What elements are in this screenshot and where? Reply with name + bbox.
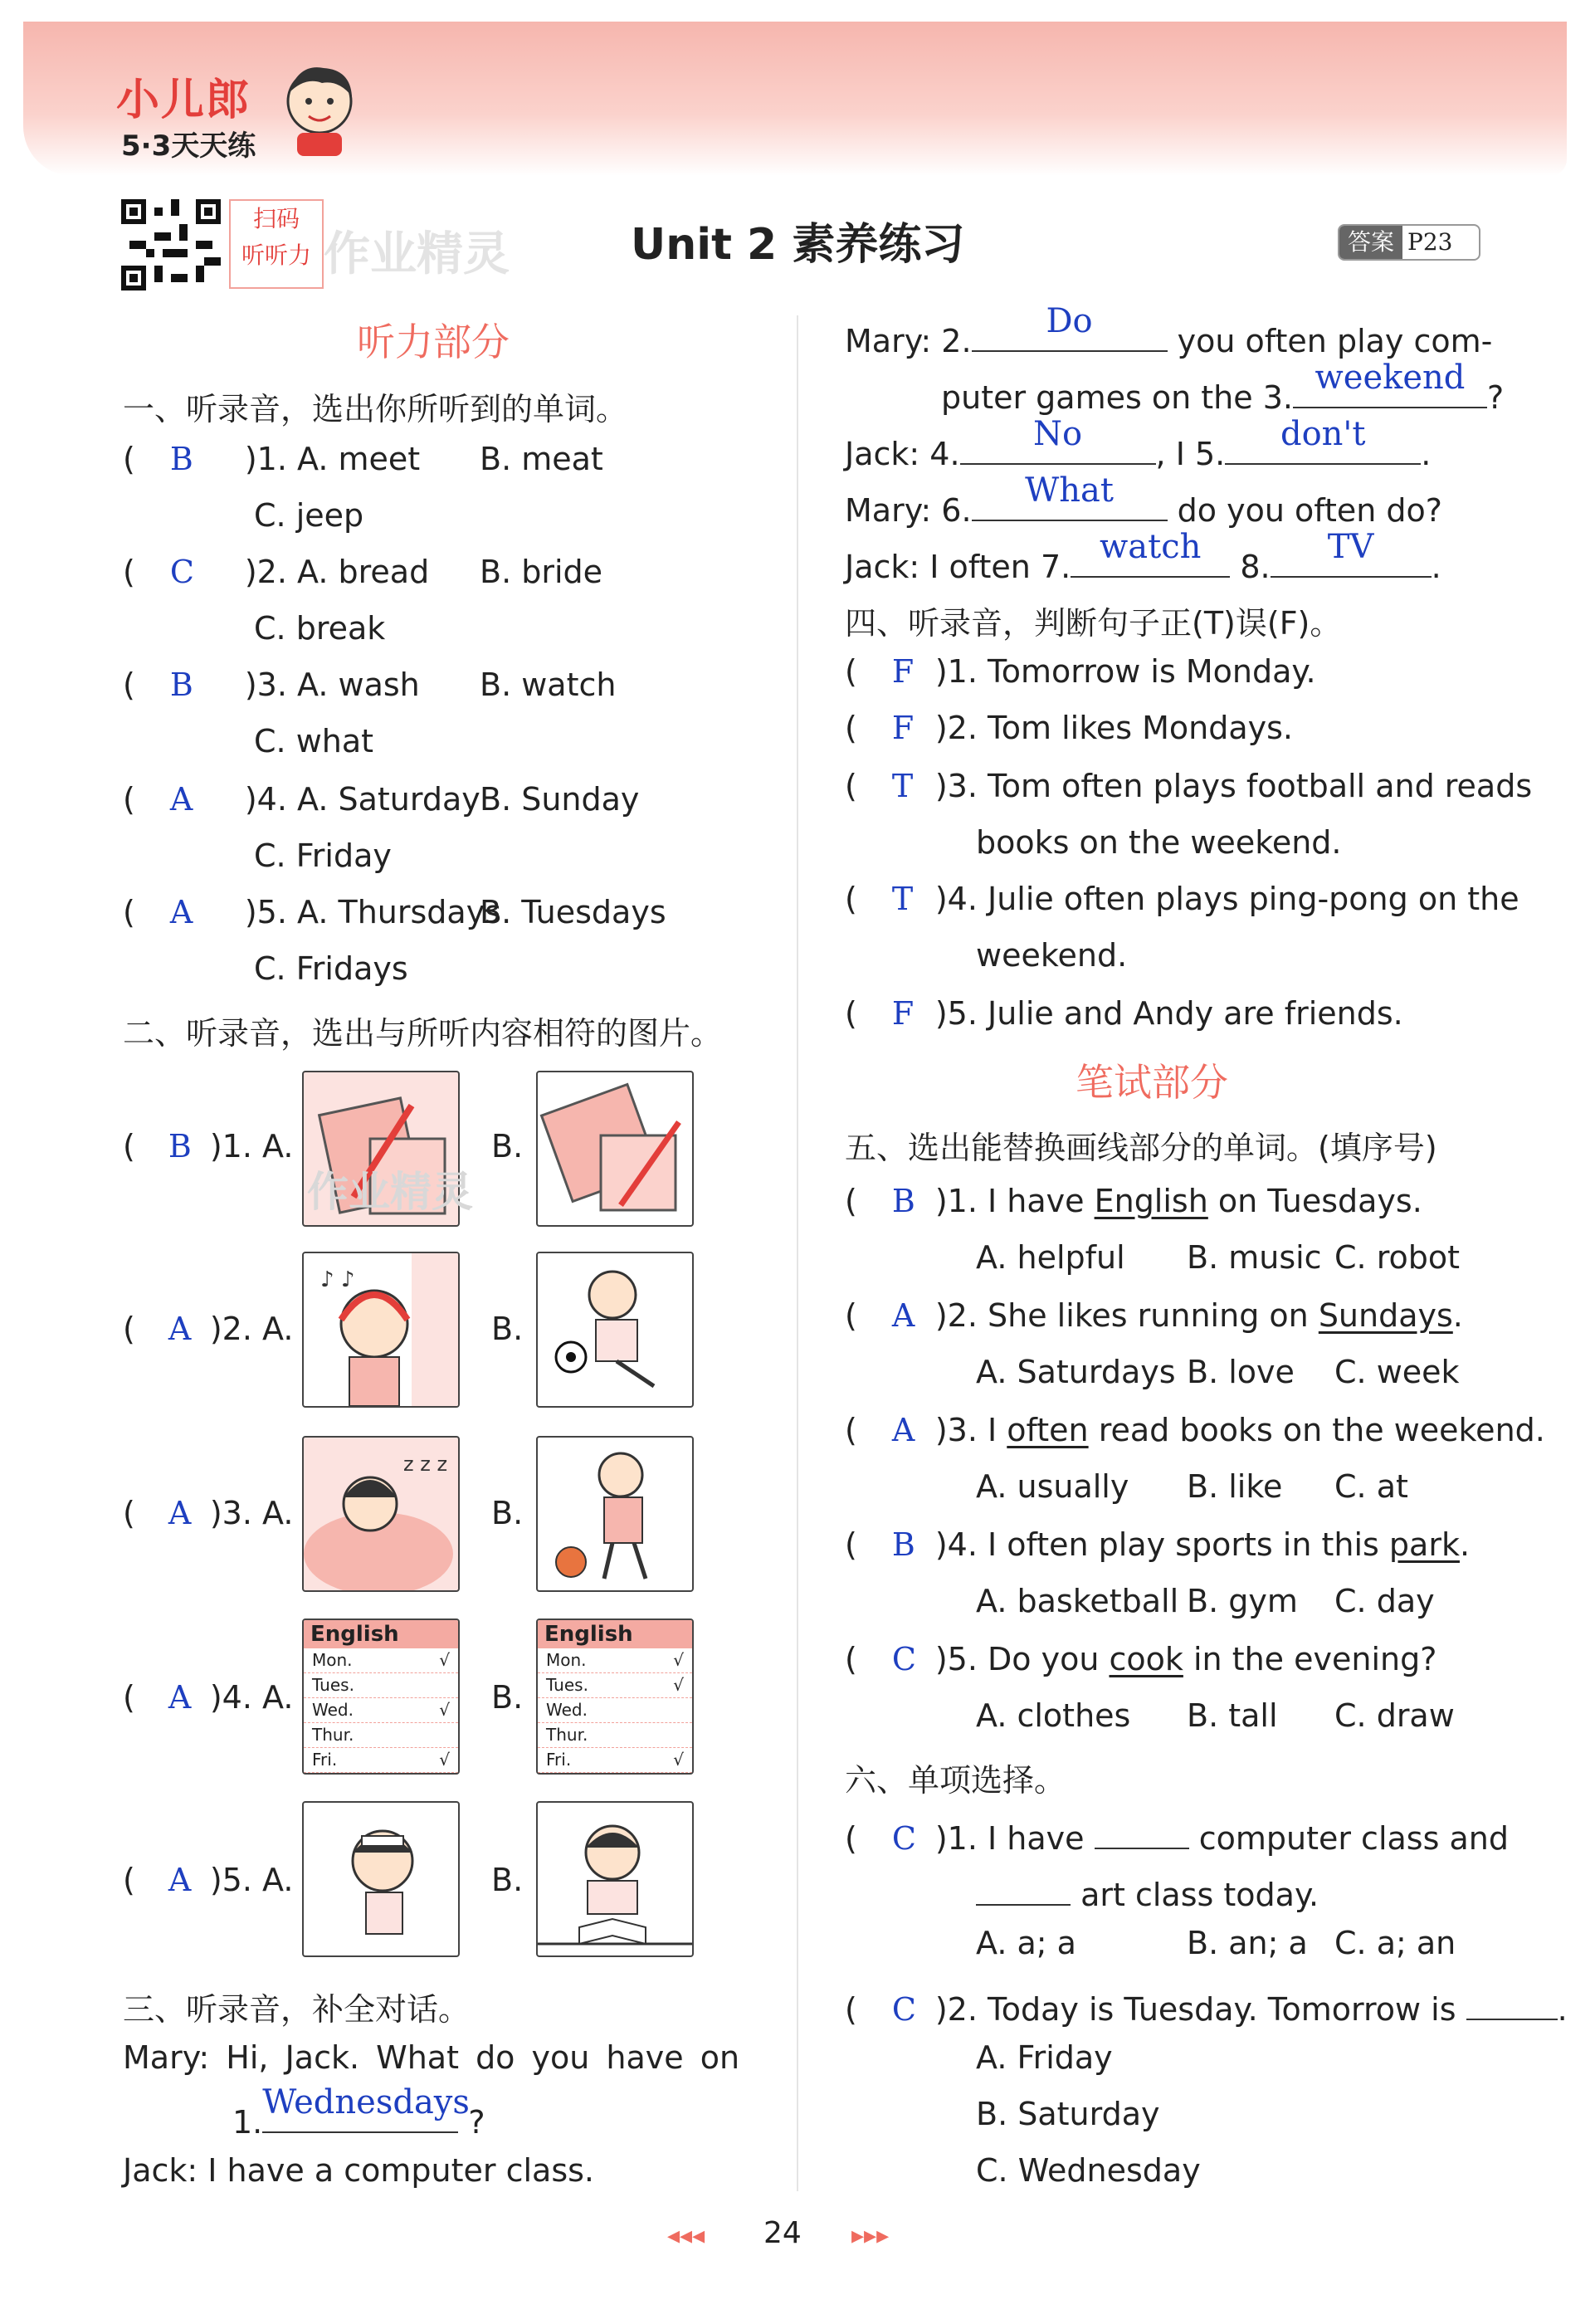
answer: A [891,1297,915,1334]
option-b: B. [491,1495,524,1531]
timetable-check: √ [673,1675,684,1695]
picture-boy-sleeping [302,1436,460,1592]
answer: F [891,710,915,746]
timetable-day: Fri. [546,1750,572,1770]
item-number: )5. [244,894,287,930]
text: . [1459,1526,1471,1563]
answer: A [891,1412,915,1448]
svg-text:♪ ♪: ♪ ♪ [320,1267,355,1292]
part1-item-2: ( C )2. A. bread [123,554,430,590]
timetable-day: Tues. [312,1675,354,1695]
answer-page-tag [1338,224,1480,261]
label: puter games on the 3. [941,379,1293,416]
answer: T [891,768,914,804]
picture-boy-playing-basketball [536,1436,694,1592]
blank-fill: Do [1046,302,1093,340]
answer: C [169,554,194,590]
part5-item-3: ( A )3. I often read books on the weekend. [845,1412,1545,1448]
item-number: )1. [244,441,287,477]
answer: A [168,1311,192,1347]
page-title: Unit 2 素养练习 [631,220,965,270]
blank-fill: Wednesdays [262,2083,470,2121]
blank-fill: TV [1327,528,1374,566]
option-c: C. a; an [1334,1925,1456,1961]
text: )1. I have [934,1820,1085,1857]
underlined-word: often [1007,1412,1089,1448]
option-b: B. Tuesdays [480,894,666,930]
label: 8. [1240,549,1271,585]
part5-heading: 五、选出能替换画线部分的单词。(填序号) [845,1130,1437,1166]
part4-item-5: ( F )5. Julie and Andy are friends. [845,995,1403,1032]
answer: B [891,1183,915,1219]
part6-item-1: ( C )1. I have computer class and [845,1809,1509,1859]
timetable-check: √ [439,1650,450,1670]
answer: B [169,666,193,703]
blank-fill: weekend [1315,359,1466,397]
answer: C [891,1820,916,1857]
dialogue-mary-2 [845,302,1493,362]
answer: F [891,995,915,1032]
option-b: B. Sunday [480,781,640,818]
answer: T [891,881,914,917]
answer: A [169,781,193,818]
mascot-boy-icon [274,58,365,158]
option-a: A. a; a [976,1925,1076,1961]
part4-item-3: ( T )3. Tom often plays football and reads [845,768,1533,804]
option-a: A. meet [297,441,421,477]
option-a: A. Saturdays [976,1354,1176,1390]
option-a: A. wash [297,666,420,703]
timetable-day: Fri. [312,1750,338,1770]
part6-heading: 六、单项选择。 [845,1762,1066,1799]
option-a: A. helpful [976,1239,1125,1276]
label: Mary: 6. [845,492,972,529]
dialogue-mary-6 [845,471,1442,531]
answer: C [891,1991,916,2028]
option-c: C. break [254,610,386,647]
timetable-day: Thur. [546,1725,588,1745]
option-b: B. [491,1128,524,1164]
picture-boy-reading [536,1801,694,1957]
underlined-word: park [1388,1526,1460,1563]
dialogue-line-1b [232,2083,485,2143]
timetable-title: English [304,1620,458,1648]
text: art class today. [1080,1877,1319,1913]
brand-logo: 小儿郎 [116,76,251,125]
blank-fill: watch [1100,528,1202,566]
text: in the evening? [1183,1641,1437,1677]
text: )2. She likes running on [934,1297,1319,1334]
item-number: )5. A. [209,1862,294,1898]
statement-cont: books on the weekend. [976,824,1342,861]
punct: . [1421,436,1432,472]
blank-3 [1293,359,1487,408]
statement: )1. Tomorrow is Monday. [934,653,1316,690]
part2-item-2: ( A )2. A. [123,1311,294,1347]
option-a: A. Saturday [297,781,480,818]
option-b: B. [491,1311,524,1347]
picture-timetable-b [536,1618,694,1775]
label: Mary: 2. [845,323,972,359]
option-b: B. meat [480,441,603,477]
item-number: )2. A. [209,1311,294,1347]
timetable-day: Wed. [312,1700,354,1720]
blank [976,1866,1071,1906]
text: )1. I have [934,1183,1095,1219]
text: . [1452,1297,1463,1334]
statement: )5. Julie and Andy are friends. [934,995,1403,1032]
text: on Tuesdays. [1207,1183,1422,1219]
answer: A [168,1679,192,1716]
option-b: B. Saturday [976,2096,1160,2132]
option-b: B. bride [480,554,603,590]
text: do you often do? [1177,492,1442,529]
underlined-word: English [1094,1183,1208,1219]
prev-page-arrows-icon[interactable]: ◂◂◂ [667,2221,705,2250]
answer-label: 答案 [1339,226,1402,259]
part5-item-4: ( B )4. I often play sports in this park. [845,1526,1471,1563]
dialogue-mary-3 [941,359,1505,418]
answer: A [168,1495,192,1531]
blank-8 [1271,528,1432,578]
answer: B [891,1526,915,1563]
option-b: B. tall [1187,1697,1278,1734]
blank-fill: don't [1280,415,1366,453]
listen-label: 听听力 [241,242,311,269]
option-c: C. at [1334,1468,1408,1505]
blank-2 [972,302,1168,352]
option-b: B. love [1187,1354,1295,1390]
blank-5 [1225,415,1421,465]
picture-girl-listening-music [302,1252,460,1408]
timetable-day: Tues. [546,1675,588,1695]
answer: A [168,1862,192,1898]
blank-fill: No [1032,415,1083,453]
text: )4. I often play sports in this [934,1526,1389,1563]
label: Jack: 4. [845,436,960,472]
watermark-text-2: 作业精灵 [307,1168,473,1216]
timetable-check: √ [439,1750,450,1770]
label: Jack: I often 7. [845,549,1071,585]
item-number: )3. [244,666,287,703]
picture-boy-sick [302,1801,460,1957]
brand-subtitle: 5·3天天练 [121,129,256,163]
option-a: A. Thursdays [297,894,501,930]
option-b: B. like [1187,1468,1283,1505]
option-a: A. usually [976,1468,1129,1505]
part2-item-3: ( A )3. A. [123,1495,294,1531]
picture-boy-playing-football [536,1252,694,1408]
timetable-day: Thur. [312,1725,354,1745]
answer: B [168,1128,192,1164]
timetable-check: √ [673,1750,684,1770]
blank-fill: What [1025,471,1114,510]
text: )2. Today is Tuesday. Tomorrow is [934,1991,1456,2028]
part4-item-2: ( F )2. Tom likes Mondays. [845,710,1294,746]
dialogue-jack-4-5 [845,415,1432,475]
blank [1466,1980,1558,2020]
item-number: )1. A. [209,1128,294,1164]
option-b: B. an; a [1187,1925,1308,1961]
answer-page: P23 [1407,228,1453,256]
answer: B [169,441,193,477]
option-b: B. [491,1679,524,1716]
item-number: )2. [244,554,287,590]
punct: ? [1486,379,1505,416]
page-number: 24 [763,2216,802,2250]
picture-timetable-a [302,1618,460,1775]
part5-item-1: ( B )1. I have English on Tuesdays. [845,1183,1422,1219]
answer: F [891,653,915,690]
option-c: C. Fridays [254,950,408,987]
punct: . [1557,1991,1568,2028]
part2-item-4: ( A )4. A. [123,1679,294,1716]
part6-item-2: ( C )2. Today is Tuesday. Tomorrow is . [845,1980,1568,2030]
blank-7 [1071,528,1230,578]
text: read books on the weekend. [1088,1412,1545,1448]
statement: )3. Tom often plays football and reads [934,768,1533,804]
dialogue-line-1: Mary: Hi, Jack. What do you have on [123,2039,740,2076]
option-a: A. clothes [976,1697,1131,1734]
option-c: C. what [254,723,374,759]
part4-item-4: ( T )4. Julie often plays ping-pong on the [845,881,1519,917]
timetable-day: Mon. [312,1650,353,1670]
answer: A [169,894,193,930]
zzz-text: z z z [403,1452,448,1476]
underlined-word: Sundays [1318,1297,1453,1334]
answer: C [891,1641,916,1677]
option-c: C. jeep [254,497,364,534]
text: computer class and [1198,1820,1509,1857]
punct: . [1431,549,1441,585]
blank-4 [960,415,1156,465]
option-b: B. gym [1187,1583,1298,1619]
timetable-day: Mon. [546,1650,587,1670]
part5-item-5: ( C )5. Do you cook in the evening? [845,1641,1437,1677]
underlined-word: cook [1109,1641,1183,1677]
statement: )4. Julie often plays ping-pong on the [934,881,1519,917]
punct: ? [468,2104,485,2141]
timetable-title: English [538,1620,692,1648]
part1-item-5: ( A )5. A. Thursdays [123,894,501,930]
option-b: B. watch [480,666,617,703]
part1-item-3: ( B )3. A. wash [123,666,420,703]
qr-code-icon[interactable] [121,199,221,290]
statement-cont: weekend. [976,937,1128,974]
dialogue-line-2: Jack: I have a computer class. [123,2152,594,2189]
option-a: A. bread [297,554,430,590]
option-c: C. draw [1334,1697,1455,1734]
item-number: )3. A. [209,1495,294,1531]
timetable-check: √ [439,1700,450,1720]
item-number: )4. A. [209,1679,294,1716]
statement: )2. Tom likes Mondays. [934,710,1294,746]
option-c: C. week [1334,1354,1460,1390]
part6-item-1-line2 [976,1866,1319,1916]
blank-6 [972,471,1168,521]
option-c: C. Wednesday [976,2152,1201,2189]
blank-1 [262,2083,470,2133]
timetable-day: Wed. [546,1700,588,1720]
part5-item-2: ( A )2. She likes running on Sundays. [845,1297,1463,1334]
option-b: B. music [1187,1239,1322,1276]
part1-item-1: ( B )1. A. meet [123,441,421,477]
scan-listen-label[interactable] [229,199,324,289]
column-divider [797,315,798,2191]
option-c: C. day [1334,1583,1435,1619]
text: )3. I [934,1412,1007,1448]
blank-number: 1. [232,2104,263,2141]
part2-item-5: ( A )5. A. [123,1862,294,1898]
item-number: )4. [244,781,287,818]
text: you often play com- [1177,323,1493,359]
watermark-text: 作业精灵 [324,227,510,281]
listening-section-title: 听力部分 [357,320,510,364]
option-c: C. robot [1334,1239,1460,1276]
picture-math-books [536,1071,694,1227]
label: , I 5. [1155,436,1226,472]
written-section-title: 笔试部分 [1076,1060,1228,1105]
dialogue-jack-7-8 [845,528,1441,588]
option-a: A. basketball [976,1583,1179,1619]
blank [1095,1809,1189,1849]
next-page-arrows-icon[interactable]: ▸▸▸ [851,2221,890,2250]
text: )5. Do you [934,1641,1110,1677]
option-a: A. Friday [976,2039,1113,2076]
option-b: B. [491,1862,524,1898]
part2-item-1: ( B )1. A. [123,1128,294,1164]
option-c: C. Friday [254,837,392,874]
part4-item-1: ( F )1. Tomorrow is Monday. [845,653,1316,690]
part1-item-4: ( A )4. A. Saturday [123,781,480,818]
part4-heading: 四、听录音，判断句子正(T)误(F)。 [845,605,1342,642]
scan-label: 扫码 [252,205,300,232]
part3-heading: 三、听录音，补全对话。 [123,1991,471,2028]
timetable-check: √ [673,1650,684,1670]
part2-heading: 二、听录音，选出与所听内容相符的图片。 [123,1015,723,1052]
part1-heading: 一、听录音，选出你所听到的单词。 [123,391,628,427]
